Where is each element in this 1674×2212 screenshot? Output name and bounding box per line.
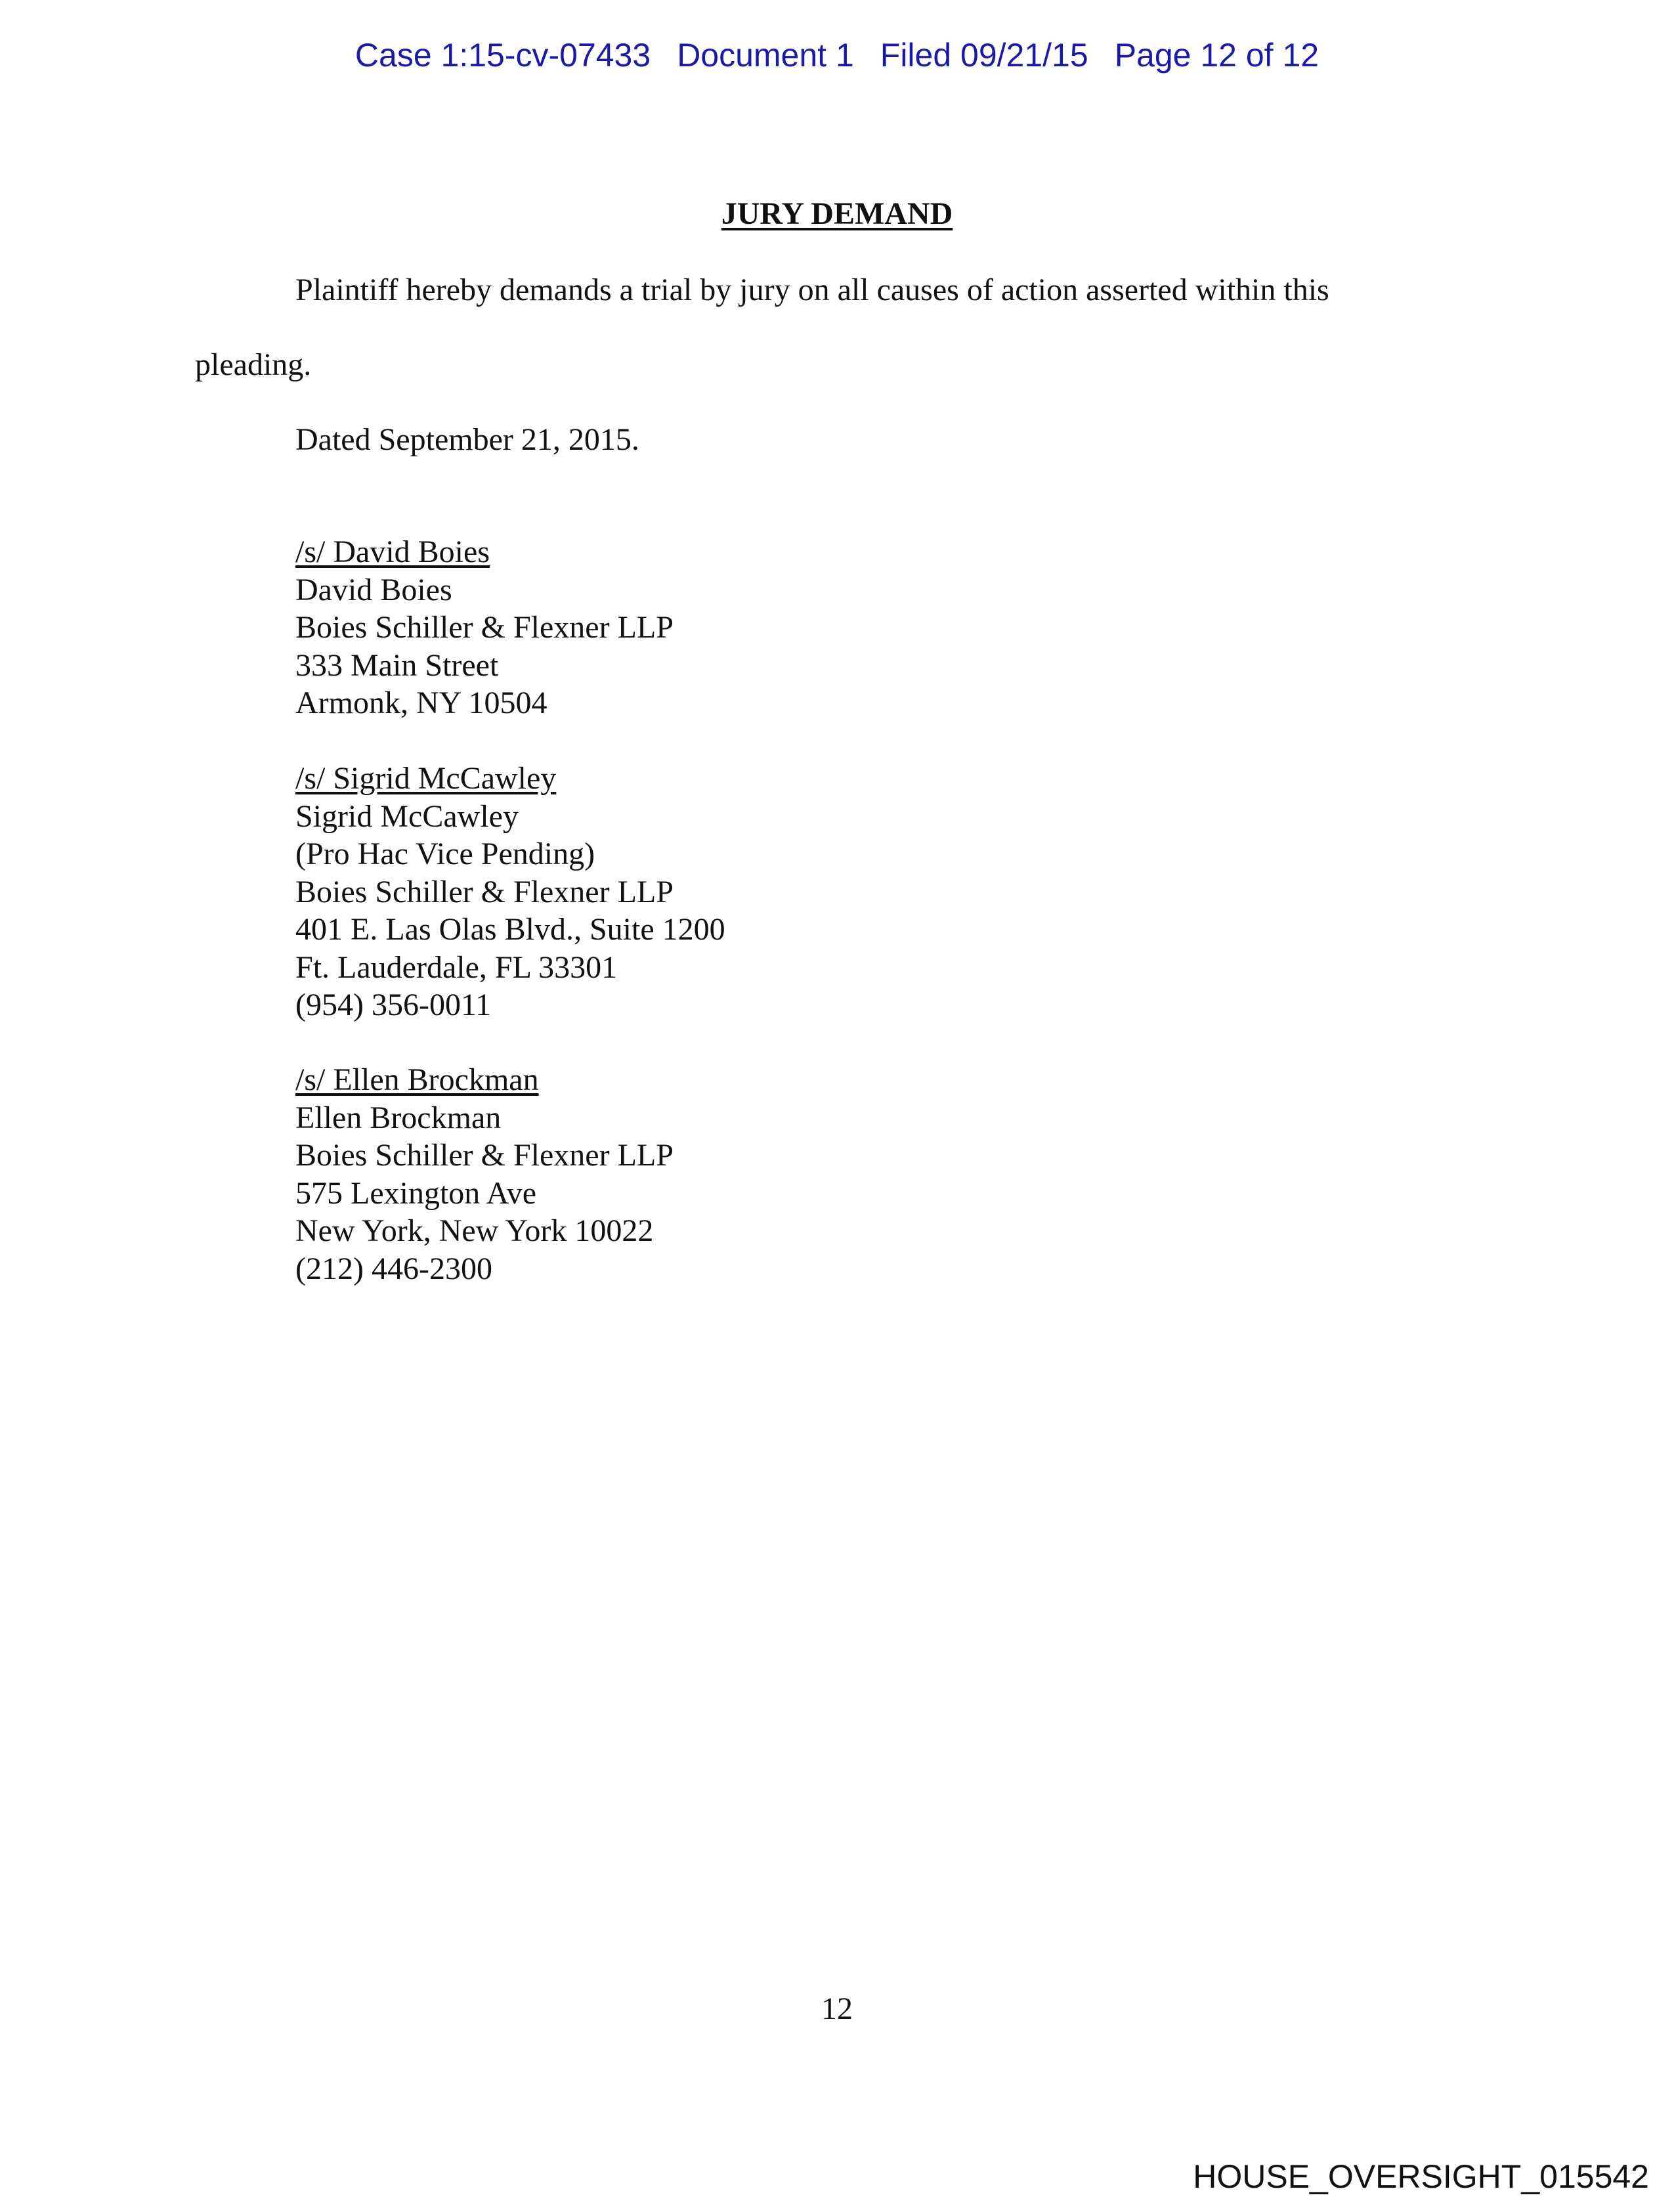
signature-block-mccawley [295,760,725,1024]
signature-block-boies [295,533,674,722]
page-number: 12 [821,1991,853,2026]
address-street: 401 E. Las Olas Blvd., Suite 1200 [295,912,725,947]
ecf-header [0,36,1674,74]
firm-name: Boies Schiller & Flexner LLP [295,1138,674,1173]
bates-number: HOUSE_OVERSIGHT_015542 [1193,2158,1649,2195]
attorney-name: Sigrid McCawley [295,798,519,834]
case-number: Case 1:15-cv-07433 [354,37,651,74]
attorney-name: David Boies [295,572,452,607]
signature-line: /s/ David Boies [295,534,490,569]
admission-status: (Pro Hac Vice Pending) [295,836,595,871]
filed-date: Filed 09/21/15 [880,37,1088,74]
page-of: Page 12 of 12 [1114,37,1320,74]
demand-text-line-2: pleading. [195,347,312,382]
address-street: 575 Lexington Ave [295,1175,537,1211]
signature-line: /s/ Ellen Brockman [295,1062,539,1097]
attorney-name: Ellen Brockman [295,1100,502,1135]
firm-name: Boies Schiller & Flexner LLP [295,610,674,645]
firm-name: Boies Schiller & Flexner LLP [295,874,674,909]
document-number: Document 1 [677,37,854,74]
phone-number: (212) 446-2300 [295,1251,492,1286]
signature-block-brockman [295,1061,674,1288]
address-city: Armonk, NY 10504 [295,685,547,720]
phone-number: (954) 356-0011 [295,987,492,1022]
address-city: New York, New York 10022 [295,1213,654,1248]
section-title: JURY DEMAND [721,196,953,231]
signature-line: /s/ Sigrid McCawley [295,761,557,796]
dated-line: Dated September 21, 2015. [295,422,639,457]
address-street: 333 Main Street [295,647,499,683]
address-city: Ft. Lauderdale, FL 33301 [295,949,618,985]
demand-text-line-1: Plaintiff hereby demands a trial by jury on all causes of action asserted within this [295,272,1329,307]
